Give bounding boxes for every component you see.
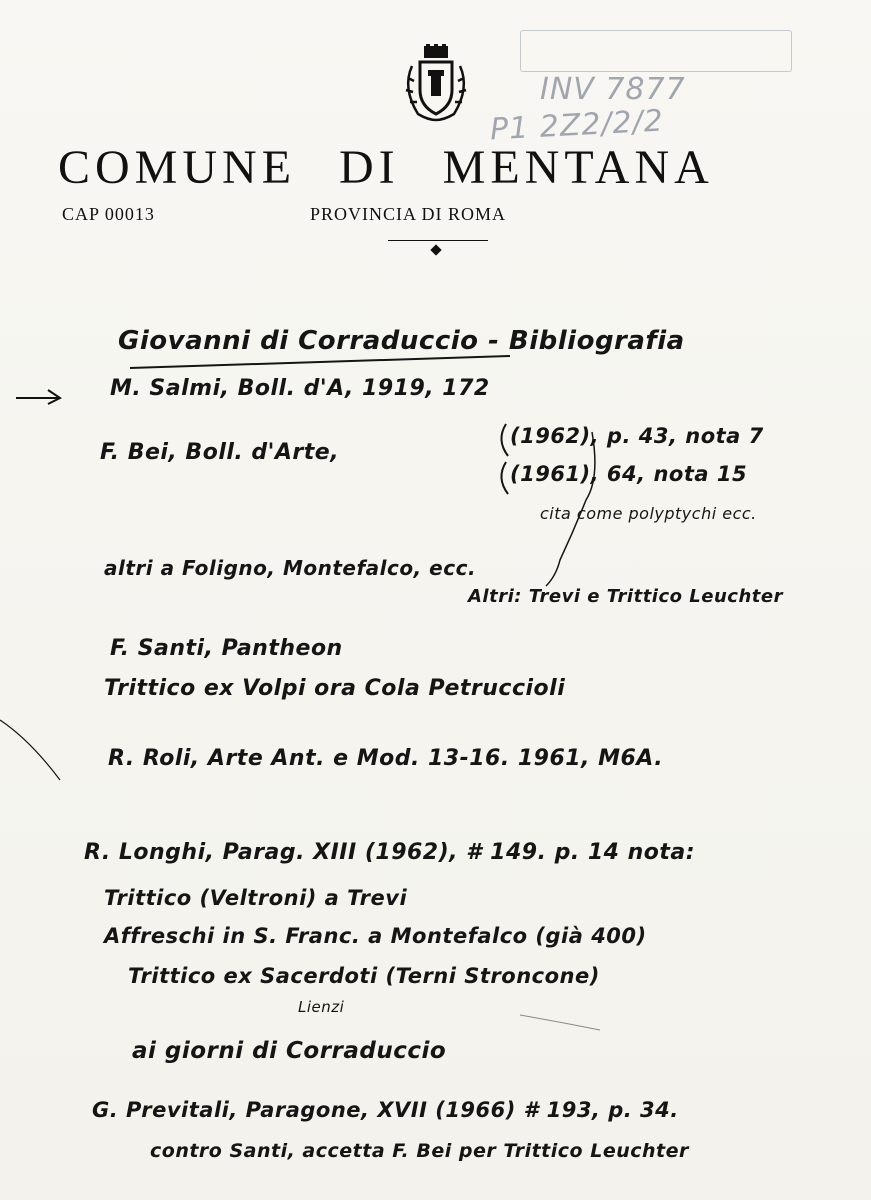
diamond-ornament-icon: [430, 244, 441, 255]
postal-code: CAP 00013: [62, 204, 155, 224]
note-line: R. Longhi, Parag. XIII (1962), # 149. p. 14 nota:: [84, 840, 696, 865]
note-line: G. Previtali, Paragone, XVII (1966) # 193, p. 34.: [92, 1098, 679, 1122]
note-line: altri a Foligno, Montefalco, ecc.: [104, 556, 477, 580]
note-line: ai giorni di Corraduccio: [132, 1038, 447, 1064]
note-line: Trittico (Veltroni) a Trevi: [104, 886, 408, 910]
note-line: Altri: Trevi e Trittico Leuchter: [468, 586, 783, 607]
header-divider: [388, 240, 488, 241]
note-line: F. Bei, Boll. d'Arte,: [100, 440, 340, 465]
shelfmark: P1 2Z2/2/2: [489, 103, 665, 148]
note-line: (1962), p. 43, nota 7: [510, 424, 764, 448]
note-line: F. Santi, Pantheon: [110, 636, 343, 661]
note-line: (1961), 64, nota 15: [510, 462, 748, 486]
note-line: R. Roli, Arte Ant. e Mod. 13-16. 1961, M6A.: [108, 746, 664, 771]
arrow-icon: [14, 386, 64, 406]
note-line: M. Salmi, Boll. d'A, 1919, 172: [110, 376, 490, 401]
note-heading: Giovanni di Corraduccio - Bibliografia: [118, 326, 685, 356]
coat-of-arms-icon: [398, 44, 474, 124]
letterhead-title: COMUNE DI MENTANA: [58, 141, 714, 194]
note-line: cita come polyptychi ecc.: [540, 504, 757, 523]
inventory-number: INV 7877: [540, 72, 686, 107]
note-line: Trittico ex Sacerdoti (Terni Stroncone): [128, 964, 600, 988]
archive-stamp: [489, 30, 820, 148]
note-line: contro Santi, accetta F. Bei per Trittico Leuchter: [150, 1140, 689, 1162]
note-line: Trittico ex Volpi ora Cola Petruccioli: [104, 676, 566, 701]
stamp-box: [520, 30, 792, 72]
note-line: Affreschi in S. Franc. a Montefalco (già 400): [104, 924, 647, 948]
note-line: Lienzi: [298, 998, 345, 1016]
province: PROVINCIA DI ROMA: [310, 204, 507, 224]
